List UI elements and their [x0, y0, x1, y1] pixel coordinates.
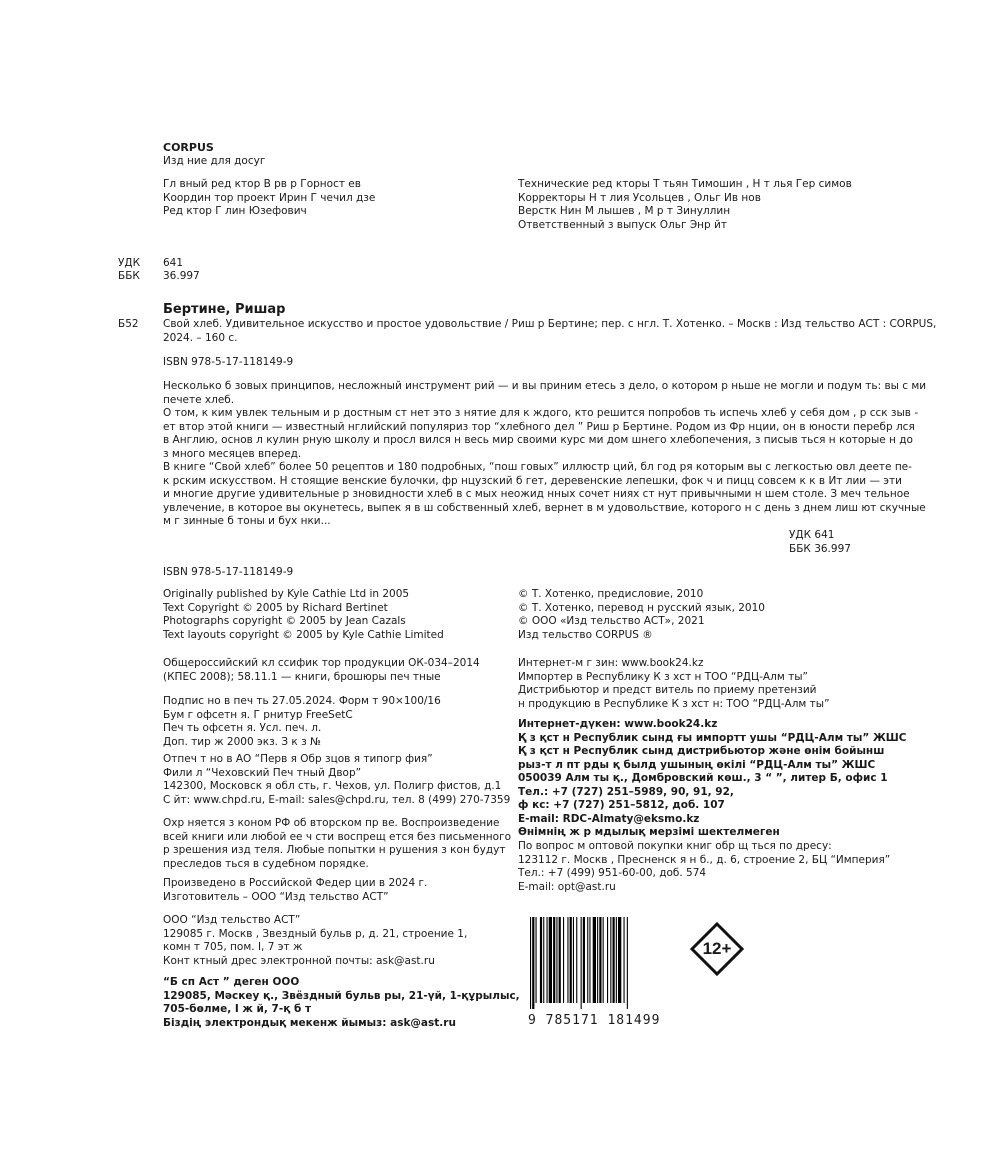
- age-rating-badge: [690, 922, 744, 976]
- importer-kz-line: рыз-т л пт рды қ былд ушының өкілі “РДЦ-Алм ты” ЖШС: [518, 758, 876, 771]
- printer-info: [163, 753, 510, 807]
- printer-line: С йт: www.chpd.ru, E-mail: sales@chpd.ru, тел. 8 (499) 270-7359: [163, 793, 511, 806]
- kz-address-line: Біздің электрондық мекенж йымыз: ask@ast.ru: [163, 1016, 456, 1029]
- isbn-barcode: [528, 917, 668, 1028]
- barcode-bar: [576, 917, 577, 1003]
- book-author: Бертине, Ришар: [163, 302, 286, 317]
- barcode-bar: [597, 917, 598, 1003]
- address-line: ООО “Изд тельство АСТ”: [163, 914, 301, 926]
- barcode-bar: [536, 917, 537, 1003]
- age-rating-text: 12+: [702, 939, 732, 958]
- okp-line: (КПЕС 2008); 58.11.1 — книги, брошюры печ тные: [163, 670, 441, 683]
- credit-layout: Верстк Нин М лышев , М р т Зинуллин: [518, 205, 731, 217]
- produced-info: [163, 877, 427, 904]
- importer-line: н продукцию в Республике К з хст н: ТОО “РДЦ-Алм ты”: [518, 697, 830, 710]
- importer-kz-line: E-mail: RDC-Almaty@eksmo.kz: [518, 812, 700, 825]
- book-description-line: 2024. – 160 с.: [163, 331, 238, 344]
- bbk-value: 36.997: [163, 270, 200, 282]
- barcode-bar: [607, 917, 608, 1003]
- udk-right: УДК 641: [789, 529, 835, 541]
- print-spec-line: Подпис но в печ ть 27.05.2024. Форм т 90×100/16: [163, 695, 441, 707]
- importer-line: Интернет-м г зин: www.book24.kz: [518, 657, 704, 669]
- wholesale-line: Тел.: +7 (499) 951-60-00, доб. 574: [518, 867, 707, 879]
- copyright-line: © Т. Хотенко, предисловие, 2010: [518, 588, 704, 600]
- wholesale-line: По вопрос м оптовой покупки книг обр щ ться по дресу:: [518, 840, 832, 852]
- protection-line: Охр няется з коном РФ об вторском пр ве. Воспроизведение: [163, 817, 500, 829]
- annotation-line: м г зинные б тоны и бух нки...: [163, 515, 331, 527]
- annotation-line: в Англию, основ л кулин рную школу и просл вился н весь мир своими курс ми дом шнего хлебопечения, з писыв ться н которые н до: [163, 434, 913, 446]
- barcode-bar: [624, 917, 625, 1003]
- copyright-line: Text layouts copyright © 2005 by Kyle Cathie Limited: [163, 628, 444, 641]
- barcode-bar: [589, 917, 590, 1003]
- barcode-bar: [603, 917, 604, 1003]
- okp-classifier: [163, 657, 480, 684]
- barcode-bar: [547, 917, 548, 1003]
- barcode-bar: [559, 917, 561, 1003]
- credit-editor: Ред ктор Г лин Юзефович: [163, 205, 307, 217]
- annotation-line: О том, к ким увлек тельным и р достным ст нет это з нятие для к ждого, кто решится попробов ть испечь хлеб у себя дом , р сск зыв -: [163, 407, 919, 419]
- copyright-left: [163, 588, 444, 642]
- annotation-line: ет втор этой книги — известный нглийский популяриз тор “хлебного дел ” Риш р Бертине. Родом из Фр нции, он в юности перебр лся: [163, 420, 915, 433]
- barcode-bar: [618, 917, 621, 1003]
- copyright-line: © ООО «Изд тельство АСТ», 2021: [518, 615, 705, 627]
- barcode-bar: [627, 917, 628, 1009]
- credit-responsible: Ответственный з выпуск Ольг Энр йт: [518, 218, 727, 231]
- udk-value: 641: [163, 257, 184, 269]
- protection-line: всей книги или любой ее ч сти воспрещ ется без письменного: [163, 830, 512, 843]
- copyright-line: Photographs copyright © 2005 by Jean Cazals: [163, 615, 406, 627]
- annotation-line: В книге “Свой хлеб” более 50 рецептов и 180 подробных, “пош говых” иллюстр ций, бл год ря которым вы с легкостью овл деете пе-: [163, 461, 912, 473]
- isbn: ISBN 978-5-17-118149-9: [163, 356, 294, 368]
- barcode-bar: [540, 917, 542, 1003]
- udk-bbk-right: [789, 529, 851, 556]
- importer-kz-line: ф кс: +7 (727) 251–5812, доб. 107: [518, 799, 725, 811]
- bbk-label: ББК: [118, 270, 140, 282]
- credits-right: [518, 178, 852, 232]
- credit-chief-editor: Гл вный ред ктор В рв р Горност ев: [163, 178, 361, 190]
- barcode-bar: [532, 917, 534, 1009]
- address-line: 129085 г. Москв , Звездный бульв р, д. 21, строение 1,: [163, 927, 468, 940]
- produced-line: Произведено в Российской Федер ции в 2024 г.: [163, 877, 428, 889]
- annotation-line: и многие другие удивительные р зновидности хлеб в с мых неожид нных сочет ниях ст нут привычными н шем столе. З меч тельное: [163, 488, 910, 500]
- printer-line: 142300, Московск я обл сть, г. Чехов, ул. Полигр фистов, д.1: [163, 780, 502, 792]
- wholesale-info: [518, 840, 890, 894]
- barcode-bar: [610, 917, 611, 1003]
- cutter-number: Б52: [118, 318, 139, 330]
- kz-address-line: 129085, Мәскеу қ., Звёздный бульв ры, 21-үй, 1-құрылыс,: [163, 989, 520, 1002]
- importer-kz-line: Тел.: +7 (727) 251–5989, 90, 91, 92,: [518, 785, 734, 798]
- kz-importer-kz: [518, 718, 906, 840]
- book-description: [163, 318, 937, 345]
- okp-line: Общероссийский кл ссифик тор продукции ОК-034–2014: [163, 657, 480, 669]
- credits-left: [163, 178, 375, 219]
- print-spec-line: Печ ть офсетн я. Усл. печ. л.: [163, 722, 322, 734]
- address-line: комн т 705, пом. I, 7 эт ж: [163, 941, 303, 953]
- barcode-bar: [543, 917, 544, 1003]
- udk-label: УДК: [118, 257, 141, 269]
- barcode-bar: [570, 917, 572, 1003]
- annotation-line: к рским искусством. Н стоящие венские булочки, фр нцузский б гет, деревенские лепешки, фок ч и пицц совсем к к в Ит лии — эти: [163, 474, 902, 487]
- print-specs: [163, 695, 441, 749]
- copyright-line: Originally published by Kyle Cathie Ltd in 2005: [163, 588, 410, 600]
- annotation-line: увлечение, в которое вы окунетесь, выпек я в ш собственный хлеб, вернет в м удовольствие, которого н с день з днем лиш ют скучные: [163, 501, 926, 514]
- importer-kz-line: Интернет-дүкен: www.book24.kz: [518, 718, 718, 730]
- barcode-bar: [613, 917, 615, 1003]
- barcode-bar: [530, 917, 531, 1009]
- copyright-line: Text Copyright © 2005 by Richard Bertinet: [163, 601, 388, 614]
- wholesale-line: E-mail: opt@ast.ru: [518, 880, 616, 893]
- importer-kz-line: Қ з қст н Республик сынд ғы импортт ушы “РДЦ-Алм ты” ЖШС: [518, 731, 907, 744]
- printer-line: Отпеч т но в АО “Перв я Обр зцов я типогр фия”: [163, 753, 433, 765]
- annotation-line: з много месяцев вперед.: [163, 447, 302, 460]
- series-line: Изд ние для досуг: [163, 155, 266, 167]
- barcode-bar: [573, 917, 574, 1003]
- barcode-bar: [581, 917, 582, 1009]
- credit-coordinator: Координ тор проект Ирин Г чечил дзе: [163, 191, 376, 204]
- copyright-line: © Т. Хотенко, перевод н русский язык, 2010: [518, 601, 765, 614]
- print-spec-line: Бум г офсетн я. Г рнитур FreeSetC: [163, 708, 353, 721]
- barcode-bar: [593, 917, 596, 1003]
- importer-kz-line: Қ з қст н Республик сынд дистрибьютор және өнім бойынш: [518, 745, 885, 757]
- produced-line: Изготовитель – ООО “Изд тельство АСТ”: [163, 890, 389, 903]
- credit-tech-editors: Технические ред кторы Т тьян Тимошин , Н т лья Гер симов: [518, 178, 852, 190]
- barcode-bar: [556, 917, 557, 1003]
- annotation-line: печете хлеб.: [163, 393, 235, 406]
- barcode-digits: 9 785171 181499: [528, 1013, 661, 1028]
- barcode-bar: [563, 917, 564, 1003]
- kz-address-line: 705-бөлме, I ж й, 7-қ б т: [163, 1003, 312, 1015]
- copyright-protection: [163, 817, 511, 871]
- barcode-bar: [549, 917, 552, 1003]
- publisher-address: [163, 914, 467, 968]
- annotation-line: Несколько б зовых принципов, несложный инструмент рий — и вы приним етесь з дело, о котором р ньше не могли и подум ть: вы с ми: [163, 380, 927, 392]
- protection-line: р зрешения изд теля. Любые попытки н рушения з кон будут: [163, 844, 506, 856]
- barcode-bar: [553, 917, 555, 1003]
- barcode-bar: [583, 917, 585, 1003]
- importer-line: Дистрибьютор и предст витель по приему претензий: [518, 684, 817, 696]
- kz-address-line: “Б сп Аст ” деген ООО: [163, 976, 300, 988]
- barcode-bars: [528, 917, 668, 1009]
- publisher-name: CORPUS: [163, 141, 214, 154]
- kazakh-address: [163, 976, 520, 1030]
- copyright-line: Изд тельство CORPUS ®: [518, 628, 653, 641]
- address-line: Конт ктный дрес электронной почты: ask@ast.ru: [163, 954, 435, 967]
- copyright-right: [518, 588, 765, 642]
- barcode-bar: [616, 917, 617, 1003]
- protection-line: преследов ться в судебном порядке.: [163, 857, 369, 870]
- importer-kz-line: 050039 Алм ты қ., Домбровский көш., 3 “ ”, литер Б, офис 1: [518, 772, 888, 784]
- importer-kz-line: Өнімнің ж р мдылық мерзімі шектелмеген: [518, 826, 780, 838]
- credit-correctors: Корректоры Н т лия Усольцев , Ольг Ив нов: [518, 191, 761, 204]
- kz-importer-ru: [518, 657, 830, 711]
- importer-line: Импортер в Республику К з хст н ТОО “РДЦ-Алм ты”: [518, 670, 808, 683]
- barcode-bar: [599, 917, 601, 1003]
- wholesale-line: 123112 г. Москв , Пресненск я н б., д. 6, строение 2, БЦ “Империя”: [518, 853, 891, 866]
- barcode-bar: [587, 917, 588, 1003]
- print-spec-line: Доп. тир ж 2000 экз. З к з №: [163, 735, 321, 748]
- bbk-right: ББК 36.997: [789, 542, 851, 555]
- book-description-line: Свой хлеб. Удивительное искусство и простое удовольствие / Риш р Бертине; пер. с нгл. Т. Хотенко. – Москв : Изд тельство АСТ : CORPUS,: [163, 318, 937, 330]
- annotation: [163, 380, 927, 529]
- barcode-bar: [567, 917, 568, 1003]
- printer-line: Фили л “Чеховский Печ тный Двор”: [163, 766, 362, 779]
- isbn-secondary: ISBN 978-5-17-118149-9: [163, 566, 294, 578]
